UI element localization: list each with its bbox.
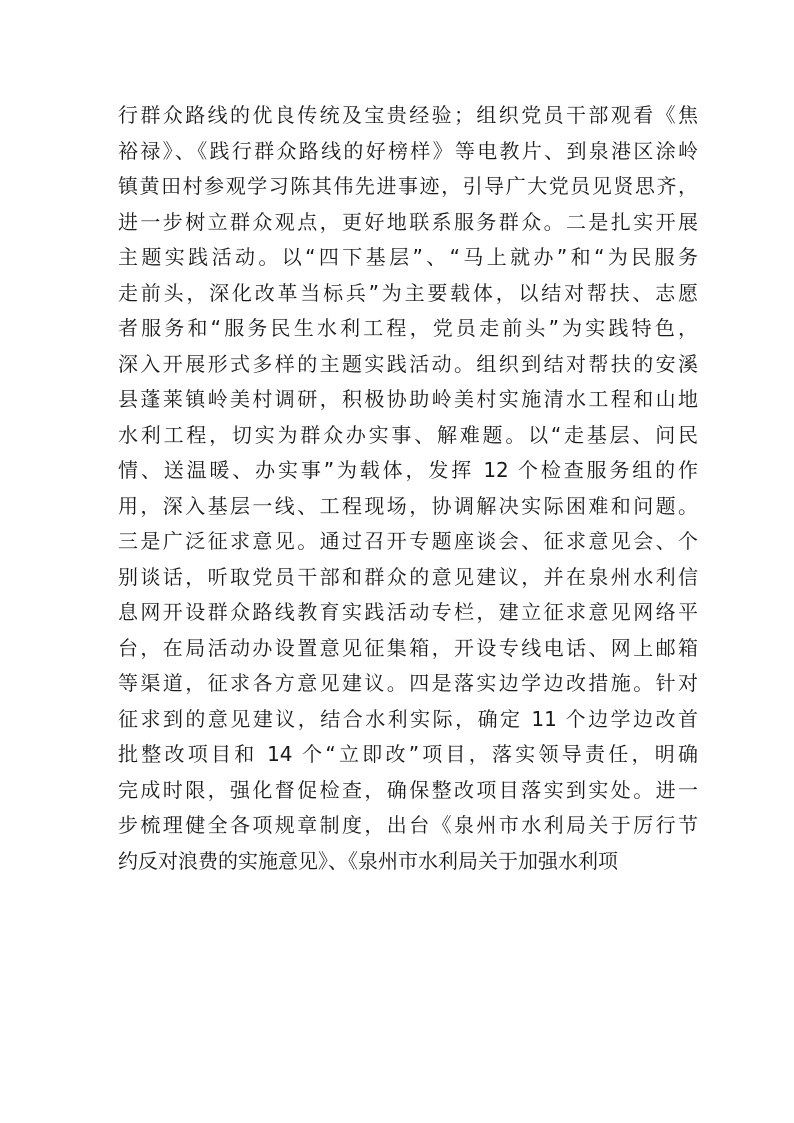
text-line: 水利工程，切实为群众办实事、解难题。以“走基层、问民 <box>118 422 698 447</box>
text-line: 行群众路线的优良传统及宝贵经验；组织党员干部观看《焦 <box>118 103 698 127</box>
text-line: 台，在局活动办设置意见征集箱，开设专线电话、网上邮箱 <box>118 635 698 660</box>
text-line: 等渠道，征求各方意见建议。四是落实边学边改措施。针对 <box>118 671 698 695</box>
text-line: 征求到的意见建议，结合水利实际，确定 11 个边学边改首 <box>118 706 698 731</box>
text-line: 完成时限，强化督促检查，确保整改项目落实到实处。进一 <box>118 777 698 802</box>
text-line: 进一步树立群众观点，更好地联系服务群众。二是扎实开展 <box>118 209 698 234</box>
text-line: 步梳理健全各项规章制度，出台《泉州市水利局关于厉行节 <box>118 813 698 837</box>
text-line: 息网开设群众路线教育实践活动专栏，建立征求意见网络平 <box>118 600 698 624</box>
text-line: 用，深入基层一线、工程现场，协调解决实际困难和问题。 <box>118 493 698 518</box>
text-line: 镇黄田村参观学习陈其伟先进事迹，引导广大党员见贤思齐， <box>118 174 698 198</box>
text-line: 县蓬莱镇岭美村调研，积极协助岭美村实施清水工程和山地 <box>118 387 698 411</box>
text-line: 批整改项目和 14 个“立即改”项目，落实领导责任，明确 <box>118 742 698 766</box>
text-line: 者服务和“服务民生水利工程，党员走前头”为实践特色， <box>118 316 698 340</box>
text-line: 别谈话，听取党员干部和群众的意见建议，并在泉州水利信 <box>118 564 698 589</box>
body-paragraph <box>118 98 698 879</box>
text-line: 情、送温暖、办实事”为载体，发挥 12 个检查服务组的作 <box>118 458 698 482</box>
text-line: 裕禄》、《践行群众路线的好榜样》等电教片、到泉港区涂岭 <box>118 138 698 163</box>
text-line: 约反对浪费的实施意见》、《泉州市水利局关于加强水利项 <box>118 848 618 873</box>
text-line: 深入开展形式多样的主题实践活动。组织到结对帮扶的安溪 <box>118 351 698 376</box>
text-line: 三是广泛征求意见。通过召开专题座谈会、征求意见会、个 <box>118 529 698 553</box>
text-line: 主题实践活动。以“四下基层”、“马上就办”和“为民服务 <box>118 245 698 269</box>
text-line: 走前头，深化改革当标兵”为主要载体，以结对帮扶、志愿 <box>118 280 698 305</box>
